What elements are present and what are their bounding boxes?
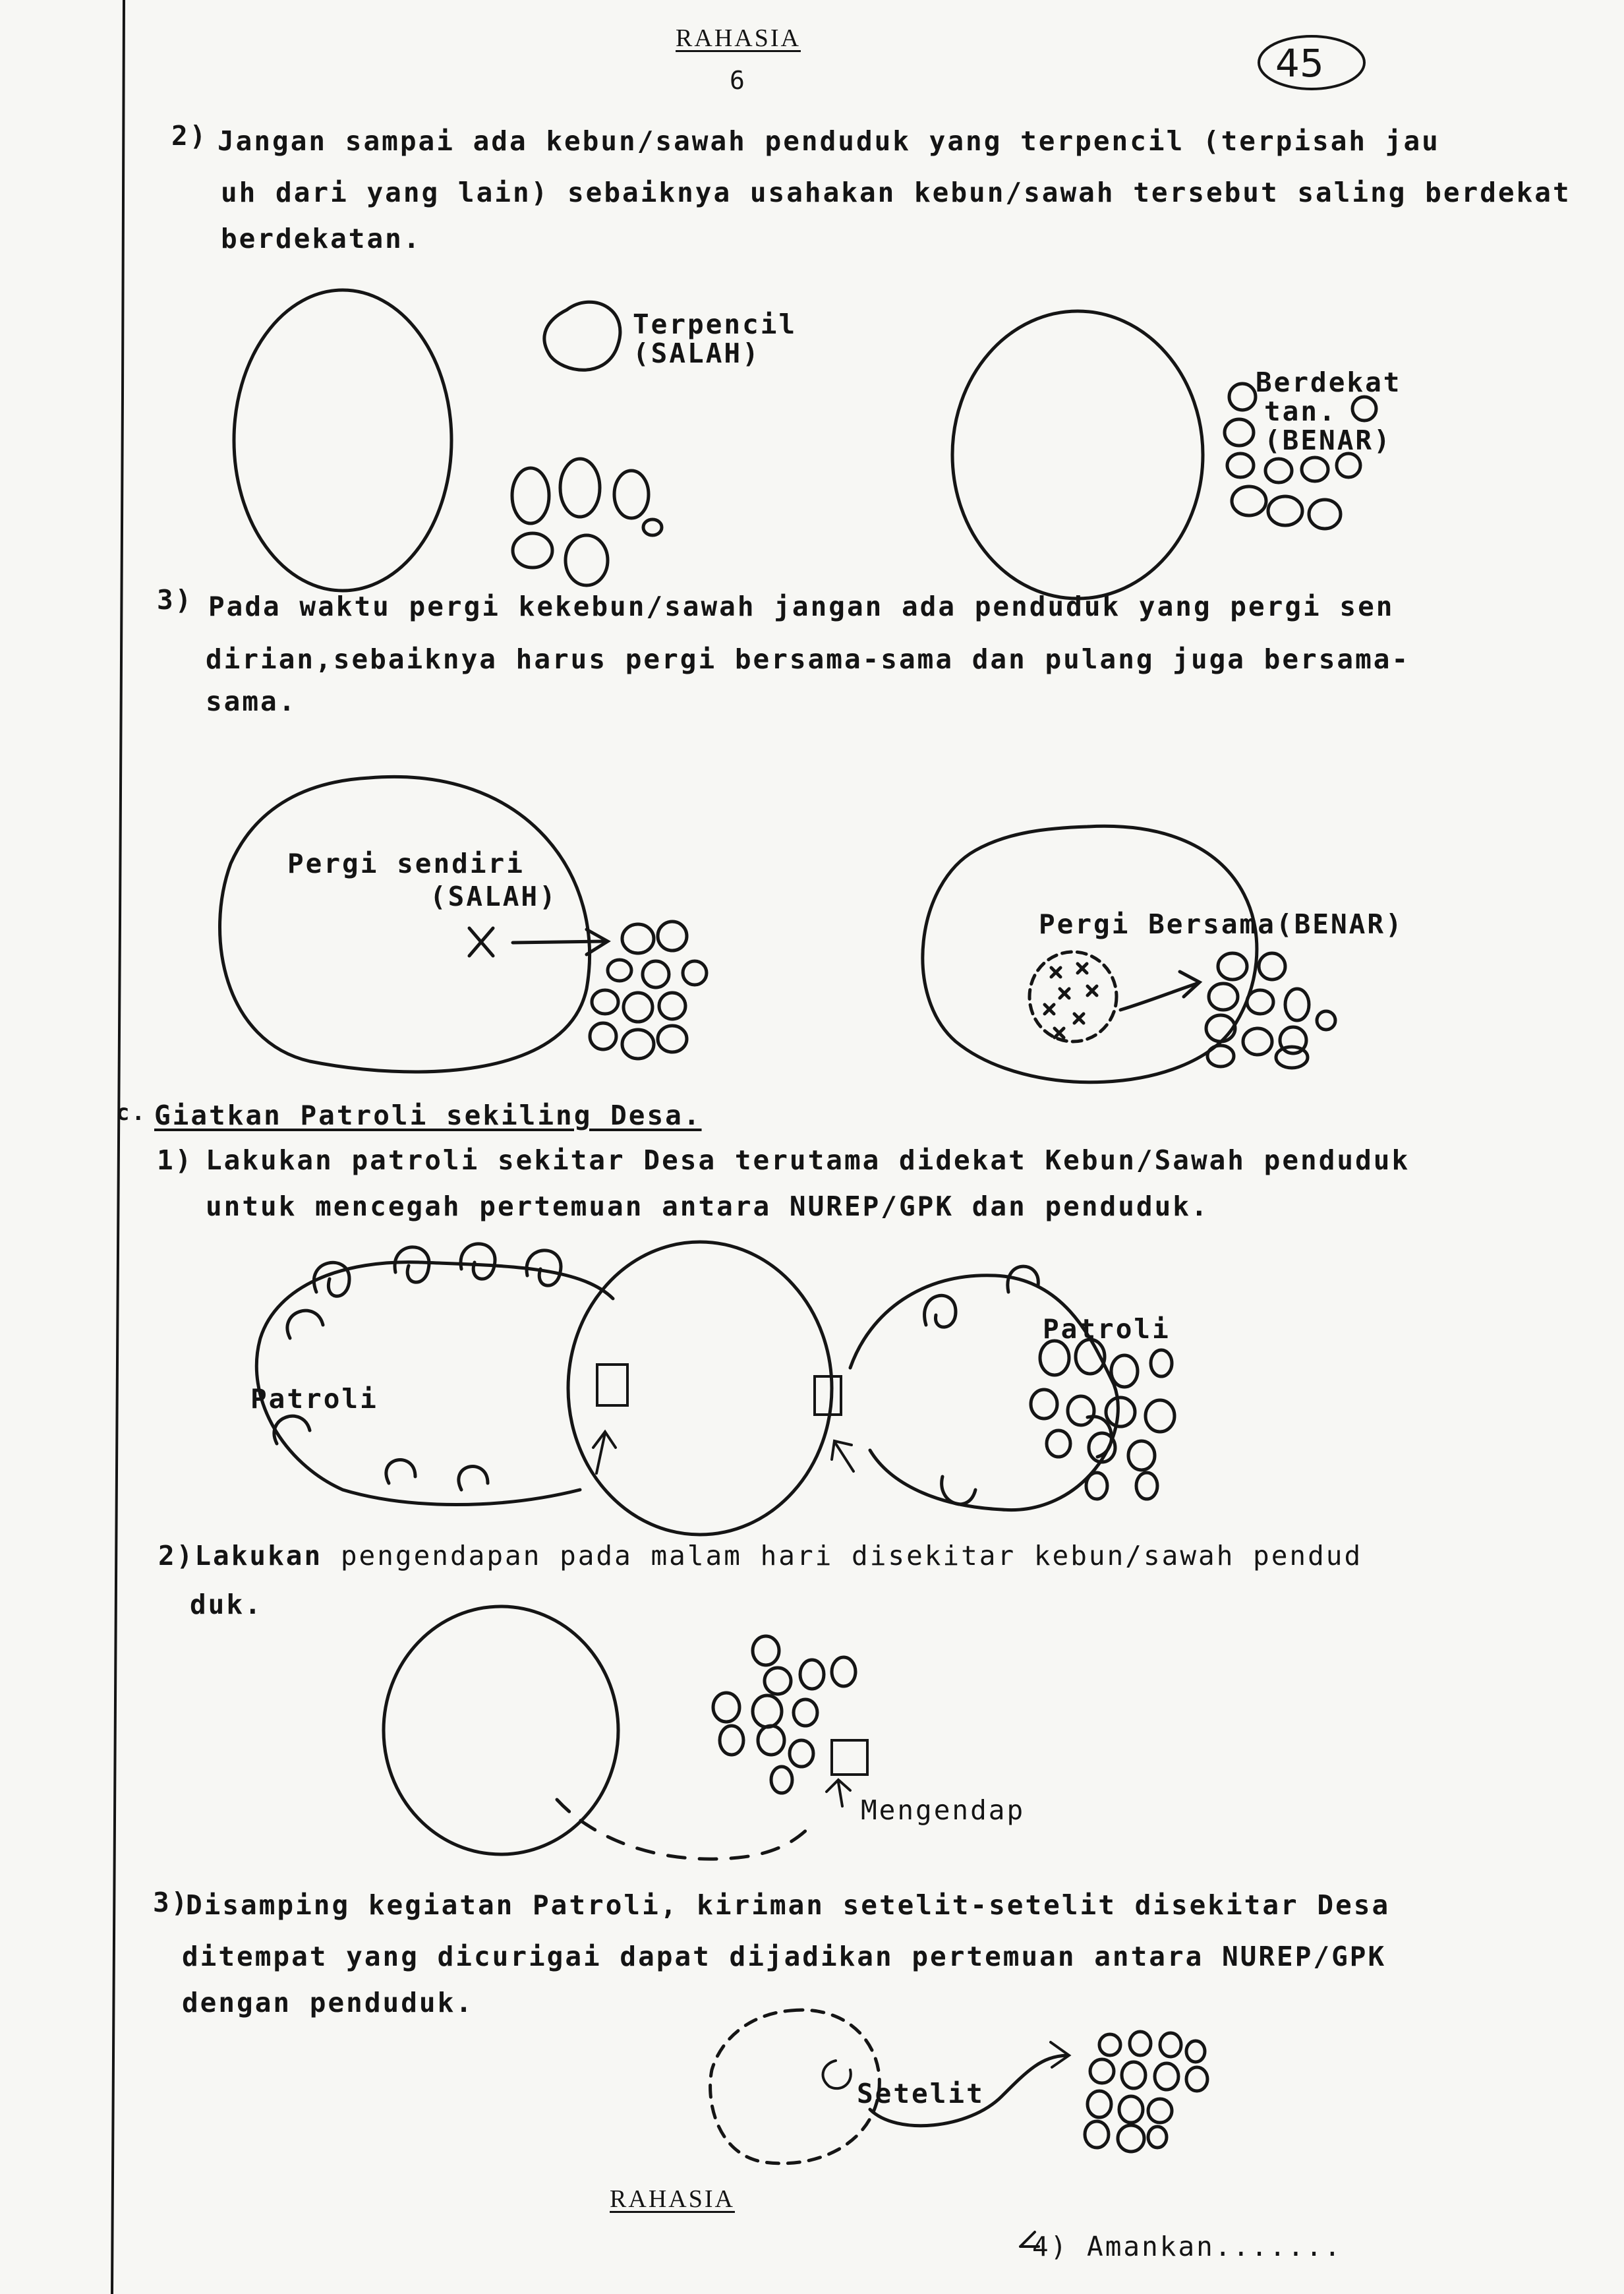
fig4-ambush-post-square [832,1740,867,1775]
item-2-line-3: berdekatan. [221,223,422,254]
handwritten-page-number: 45 [1275,41,1324,86]
page-number: 6 [730,66,747,95]
section-c-item-2-number: 2) [158,1540,195,1572]
fig2-group-crosses [1045,964,1097,1038]
fig2-lone-person-x [469,928,493,956]
fig2-label-pergi-bersama: Pergi Bersama(BENAR) [1039,908,1404,940]
footer-classification: RAHASIA [610,2185,735,2213]
fig3-center-village-circle [568,1242,832,1535]
item-3-line-2: dirian,sebaiknya harus pergi bersama-sama dan pulang juga bersama- [206,643,1410,675]
fig2-arrow-group [1120,972,1200,1010]
fig3-right-patrol-curls [925,1266,1112,1504]
fig3-right-post-square [815,1376,841,1415]
item-3-line-3: sama. [206,686,297,717]
fig5-arrow-path [870,2055,1066,2126]
fig2-field-cluster-right [1206,953,1335,1068]
fig5-field-cluster [1085,2032,1207,2152]
page-number-oval [1259,36,1364,89]
fig2-left-village-circle [219,777,589,1072]
item-3-line-1: Pada waktu pergi kekebun/sawah jangan ada penduduk yang pergi sen [208,591,1395,622]
fig4-dashed-path [557,1800,811,1859]
section-c-item-1-line-1: Lakukan patroli sekitar Desa terutama didekat Kebun/Sawah penduduk [206,1144,1410,1176]
fig2-arrow-lone [513,929,608,955]
fig1-right-village-circle [952,311,1203,599]
page-binding-edge [112,0,124,2294]
fig1-label-berdekat: Berdekat [1256,367,1402,398]
fig3-left-post-arrow [593,1432,616,1473]
footer-continuation-mark [1020,2232,1039,2247]
fig3-right-patrol-loop [850,1276,1118,1510]
section-c-item-1-number: 1) [157,1144,194,1176]
fig3-label-patroli-right: Patroli [1043,1313,1171,1345]
fig4-village-circle [384,1606,618,1854]
fig5-satellite-marker [823,2061,851,2088]
section-c-heading: Giatkan Patroli sekiling Desa. [154,1100,702,1131]
section-c-item-2-line-2: duk. [190,1589,263,1620]
fig2-label-salah: (SALAH) [430,881,558,912]
section-c-item-3-number: 3) [153,1887,190,1918]
fig1-field-cluster-benar [1225,384,1376,529]
fig3-label-patroli-left: Patroli [250,1383,378,1415]
item-2-line-1: Jangan sampai ada kebun/sawah penduduk yang terpencil (terpisah jau [218,125,1440,157]
footer-continuation: 4) Amankan....... [1032,2231,1343,2262]
header-classification: RAHASIA [676,24,801,52]
item-2-line-2: uh dari yang lain) sebaiknya usahakan kebun/sawah tersebut saling berdekat [221,177,1571,208]
fig3-left-patrol-loop [256,1262,613,1505]
fig5-label-setelit: Setelit [857,2078,985,2109]
section-c-item-2-line-1-rest: pengendapan pada malam hari disekitar kebun/sawah pendud [322,1540,1363,1572]
section-c-item-3-line-1: Disamping kegiatan Patroli, kiriman setelit-setelit disekitar Desa [186,1889,1391,1921]
section-c-item-3-line-3: dengan penduduk. [182,1987,474,2018]
fig1-label-terpencil: Terpencil [633,309,798,340]
fig2-group-circle [1030,952,1116,1042]
section-c-item-2-bold-word: Lakukan [194,1540,323,1572]
fig4-field-cluster [713,1636,856,1793]
item-3-number: 3) [157,584,194,616]
fig1-isolated-field-oval [544,302,620,370]
section-c-item-3-line-2: ditempat yang dicurigai dapat dijadikan pertemuan antara NUREP/GPK [182,1941,1387,1972]
item-2-number: 2) [171,120,208,152]
fig1-field-cluster-salah [512,459,662,585]
fig3-right-post-arrow [832,1441,854,1471]
fig4-ambush-arrow [826,1780,850,1806]
fig3-left-post-square [597,1365,627,1405]
fig2-label-pergi-sendiri: Pergi sendiri [287,848,525,879]
fig1-label-benar: (BENAR) [1264,425,1392,456]
section-c-marker: c. [116,1100,147,1126]
fig4-label-mengendap: Mengendap [861,1794,1026,1826]
fig5-village-circle [710,2010,880,2163]
fig1-label-tan: tan. [1264,396,1337,427]
fig2-right-village-circle [923,826,1257,1082]
fig1-left-village-circle [234,290,451,591]
fig1-label-salah: (SALAH) [633,338,761,369]
section-c-item-1-line-2: untuk mencegah pertemuan antara NUREP/GPK dan penduduk. [206,1191,1209,1222]
